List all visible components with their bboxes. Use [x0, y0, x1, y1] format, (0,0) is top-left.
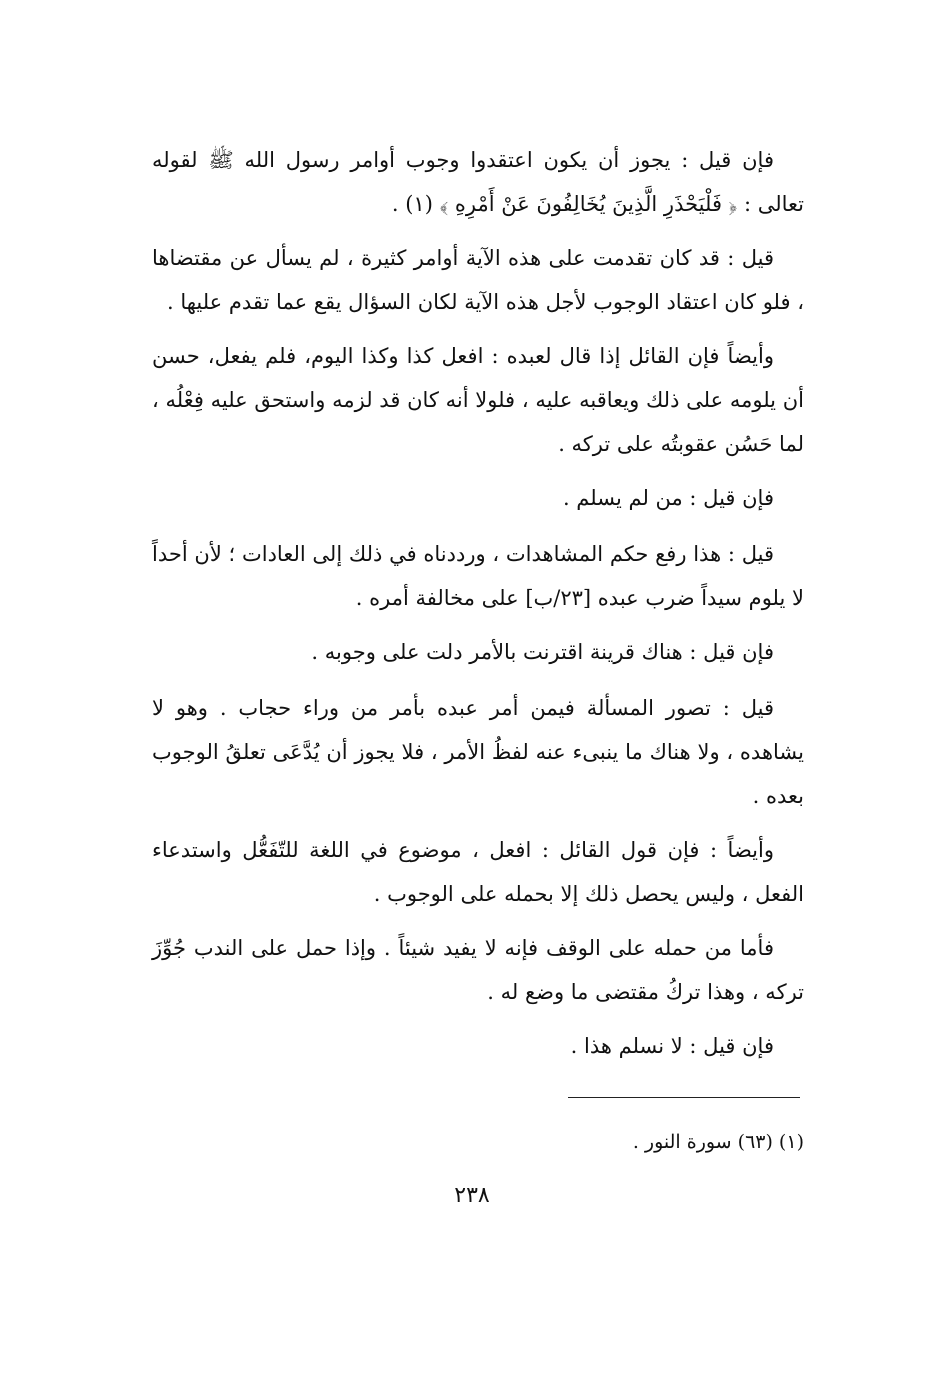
paragraph-5: قيل : هذا رفع حكم المشاهدات ، ورددناه في ذلك إلى العادات ؛ لأن أحداً لا يلوم سيداً ضرب عبده [٢٣/ب] على مخالفة أمره .	[152, 542, 804, 610]
footnote: (١) (٦٣) سورة النور .	[632, 1131, 804, 1153]
footnote-divider	[568, 1097, 800, 1098]
page-number: ٢٣٨	[454, 1183, 490, 1208]
paragraph-9: فأما من حمله على الوقف فإنه لا يفيد شيئاً . وإذا حمل على الندب جُوِّزَ تركه ، وهذا تركُ مقتضى ما وضع له .	[152, 936, 804, 1004]
paragraph-3: وأيضاً فإن القائل إذا قال لعبده : افعل كذا وكذا اليوم، فلم يفعل، حسن أن يلومه على ذلك ويعاقبه عليه ، فلولا أنه كان قد لزمه واستحق عليه فِعْلُه ، لما حَسُن عقوبتُه على تركه .	[152, 344, 804, 456]
paragraph-7: قيل : تصور المسألة فيمن أمر عبده بأمر من وراء حجاب . وهو لا يشاهده ، ولا هناك ما ينبىء عنه لفظُ الأمر ، فلا يجوز أن يُدَّعَى تعلقُ الوجوب بعده .	[152, 696, 804, 808]
paragraph-4: فإن قيل : من لم يسلم .	[562, 486, 774, 510]
paragraph-8: وأيضاً : فإن قول القائل : افعل ، موضوع في اللغة للتّفَعُّل واستدعاء الفعل ، وليس يحصل ذلك إلا بحمله على الوجوب .	[152, 838, 804, 906]
main-text	[152, 138, 804, 1080]
paragraph-1: فإن قيل : يجوز أن يكون اعتقدوا وجوب أوامر رسول الله ﷺ لقوله تعالى : ﴿ فَلْيَحْذَرِ الَّذِينَ يُخَالِفُونَ عَنْ أَمْرِهِ ﴾ (١) .	[152, 148, 804, 216]
paragraph-2: قيل : قد كان تقدمت على هذه الآية أوامر كثيرة ، لم يسأل عن مقتضاها ، فلو كان اعتقاد الوجوب لأجل هذه الآية لكان السؤال يقع عما تقدم عليها .	[152, 246, 804, 314]
paragraph-6: فإن قيل : هناك قرينة اقترنت بالأمر دلت على وجوبه .	[311, 640, 774, 664]
paragraph-10: فإن قيل : لا نسلم هذا .	[570, 1034, 774, 1058]
